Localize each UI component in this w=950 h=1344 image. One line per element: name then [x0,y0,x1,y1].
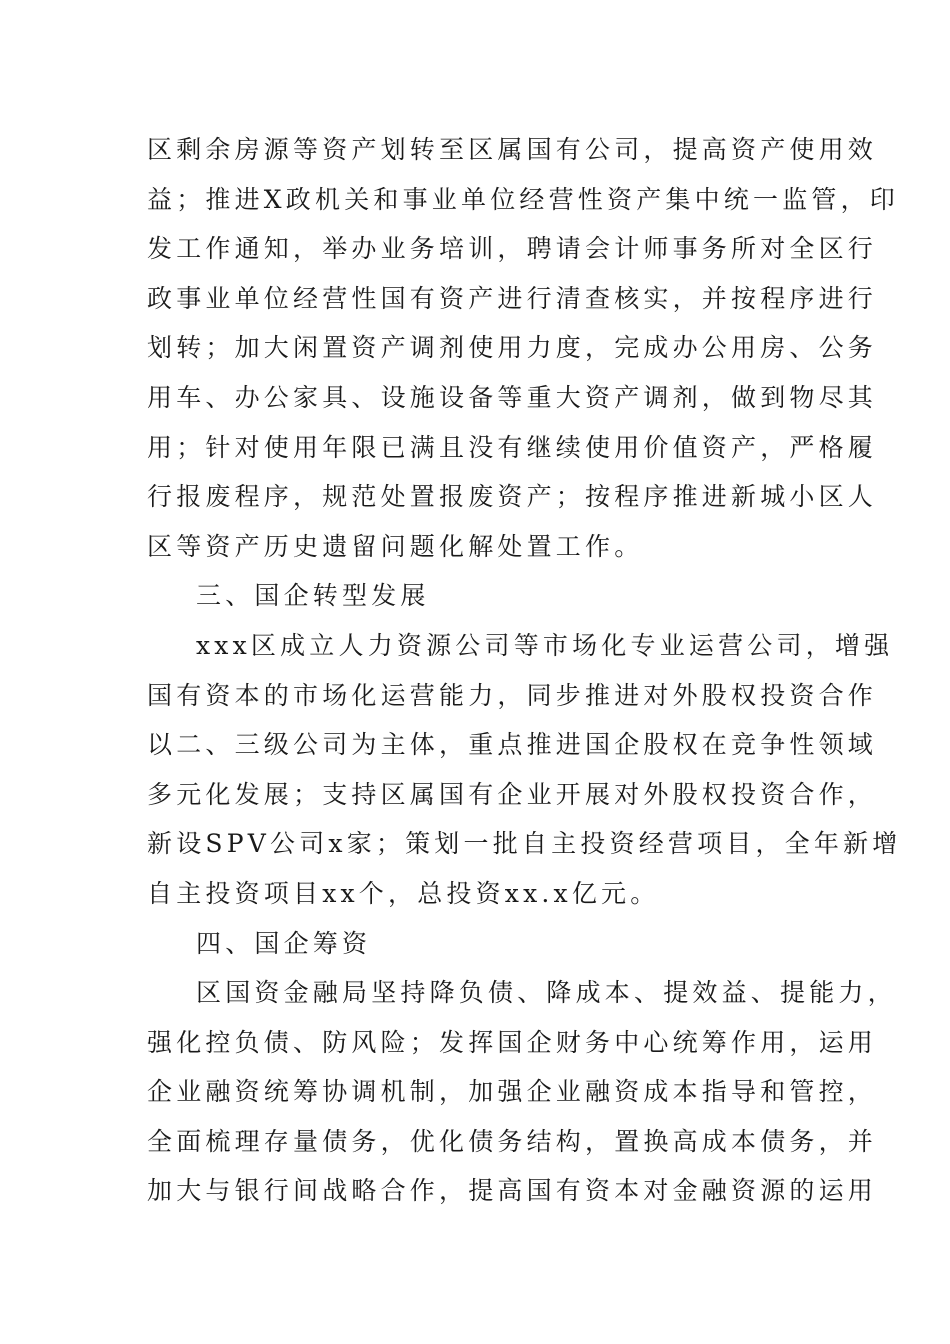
text-line: 划转；加大闲置资产调剂使用力度，完成办公用房、公务 [147,333,878,363]
text-line: 多元化发展；支持区属国有企业开展对外股权投资合作， [147,779,878,809]
text-line: xxx区成立人力资源公司等市场化专业运营公司，增强 [196,630,894,660]
text-line: 益；推进X政机关和事业单位经营性资产集中统一监管，印 [147,184,900,214]
body-text [147,125,902,1216]
text-line: 全面梳理存量债务，优化债务结构，置换高成本债务，并 [147,1126,878,1156]
text-line: 加大与银行间战略合作，提高国有资本对金融资源的运用 [147,1176,878,1206]
text-line: 用车、办公家具、设施设备等重大资产调剂，做到物尽其 [147,382,878,412]
text-line: 区国资金融局坚持降负债、降成本、提效益、提能力， [196,978,897,1008]
text-line: 行报废程序，规范处置报废资产；按程序推进新城小区人 [147,482,878,512]
text-line: 自主投资项目xx个，总投资xx.x亿元。 [147,878,660,908]
text-line: 用；针对使用年限已满且没有继续使用价值资产，严格履 [147,432,878,462]
text-line: 以二、三级公司为主体，重点推进国企股权在竞争性领域 [147,730,878,760]
section-heading: 三、国企转型发展 [196,581,430,611]
text-line: 区等资产历史遗留问题化解处置工作。 [147,531,644,561]
text-line: 政事业单位经营性国有资产进行清查核实，并按程序进行 [147,283,878,313]
text-line: 强化控负债、防风险；发挥国企财务中心统筹作用，运用 [147,1027,878,1057]
text-line: 区剩余房源等资产划转至区属国有公司，提高资产使用效 [147,135,878,164]
text-line: 发工作通知，举办业务培训，聘请会计师事务所对全区行 [147,234,878,264]
text-line: 新设SPV公司x家；策划一批自主投资经营项目，全年新增 [147,829,902,859]
section-heading: 四、国企筹资 [196,928,372,958]
text-line: 企业融资统筹协调机制，加强企业融资成本指导和管控， [147,1077,878,1107]
text-line: 国有资本的市场化运营能力，同步推进对外股权投资合作 [147,680,878,710]
